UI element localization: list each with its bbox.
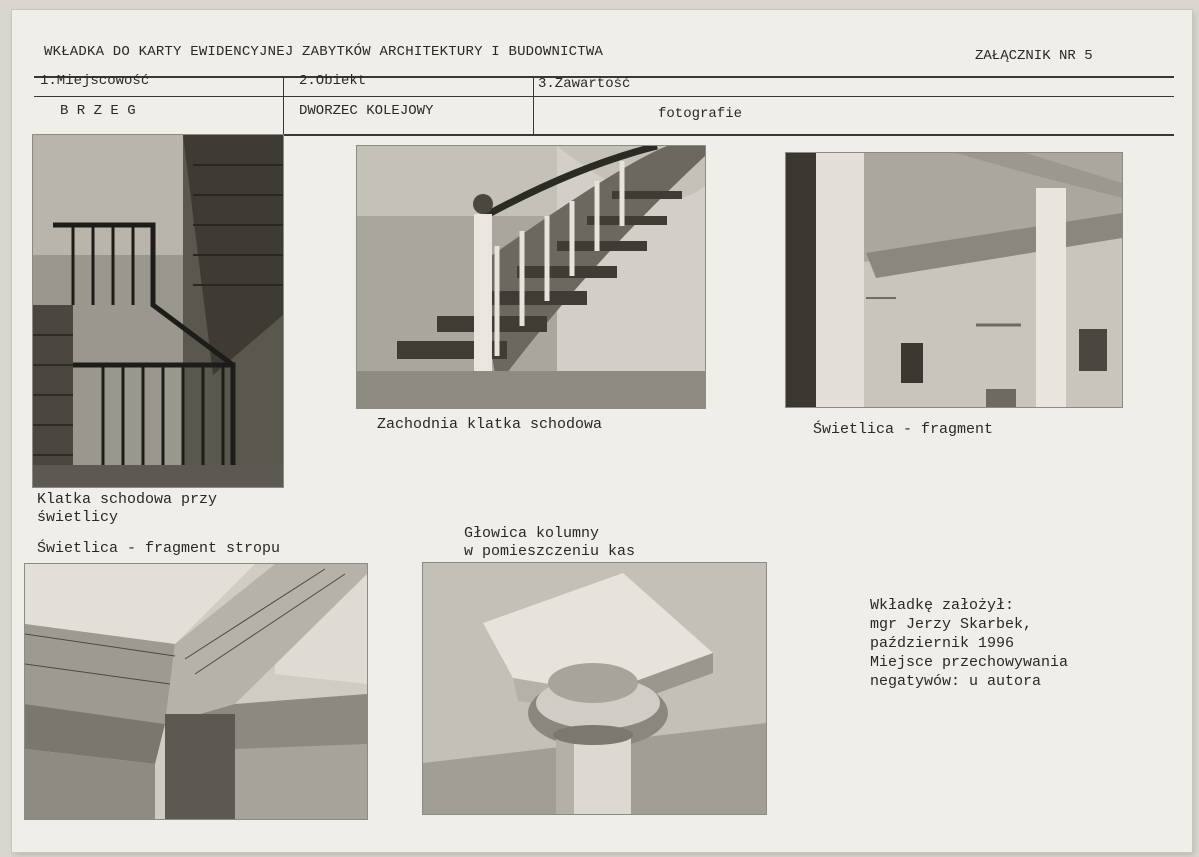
photo-western-staircase (356, 145, 706, 409)
photo-ceiling-fragment (24, 563, 368, 820)
field-content-label: 3.Zawartość (538, 76, 631, 92)
header-divider-1 (283, 76, 284, 134)
caption-western-staircase: Zachodnia klatka schodowa (377, 416, 603, 433)
photo-common-room-fragment (785, 152, 1123, 408)
annex-number: ZAŁĄCZNIK NR 5 (975, 48, 1093, 64)
field-content-value: fotografie (658, 106, 743, 122)
field-object-value: DWORZEC KOLEJOWY (299, 103, 434, 119)
author-note (870, 596, 1068, 691)
caption-ceiling-fragment: Świetlica - fragment stropu (37, 540, 281, 557)
document-title: WKŁADKA DO KARTY EWIDENCYJNEJ ZABYTKÓW ARCHITEKTURY I BUDOWNICTWA (44, 44, 604, 60)
header-divider-2 (533, 76, 534, 134)
note-line: październik 1996 (870, 635, 1015, 652)
photo-staircase-common-room (32, 134, 284, 488)
note-line: negatywów: u autora (870, 673, 1042, 690)
field-locality-label: 1.Miejscowość (40, 73, 150, 89)
note-line: Wkładkę założył: (870, 597, 1015, 614)
caption-common-room-fragment: Świetlica - fragment (813, 421, 994, 438)
photo-column-capital (422, 562, 767, 815)
field-object-label: 2.Obiekt (299, 73, 367, 89)
note-line: mgr Jerzy Skarbek, (870, 616, 1033, 633)
field-locality-value: B R Z E G (60, 103, 136, 119)
caption-column-capital: Głowica kolumny w pomieszczeniu kas (464, 525, 636, 560)
caption-staircase-common-room: Klatka schodowa przy świetlicy (37, 491, 218, 526)
note-line: Miejsce przechowywania (870, 654, 1069, 671)
header-mid-rule (34, 96, 1174, 97)
